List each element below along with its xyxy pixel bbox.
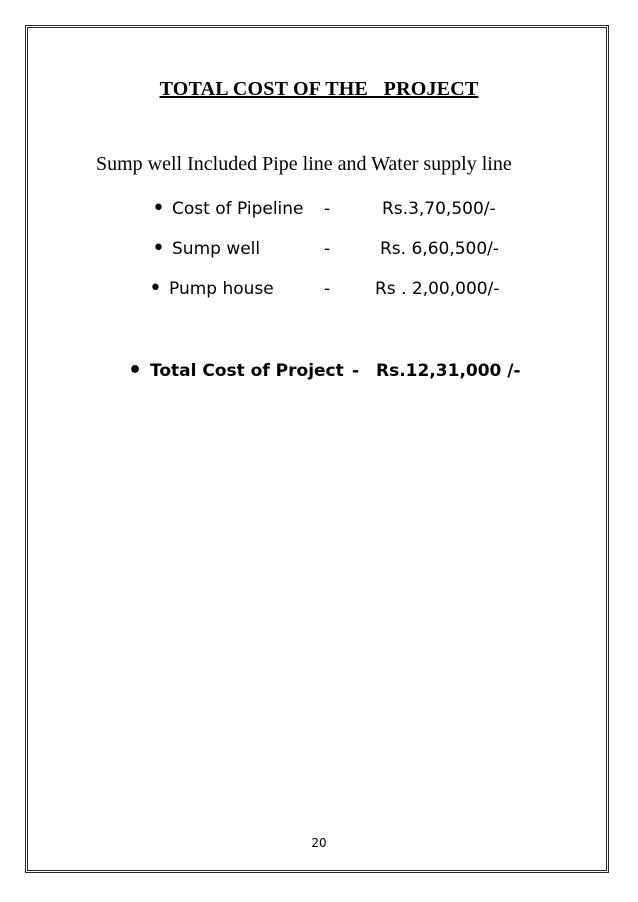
total-dash: - [352,361,360,381]
item-label: Pump house [169,279,274,299]
list-item-sump-well [152,237,532,261]
bullet-icon: • [152,236,165,261]
list-item-total [128,359,548,383]
total-value: Rs.12,31,000 /- [376,361,521,381]
list-item-pump-house [149,277,529,301]
item-dash: - [324,279,331,299]
page-title: TOTAL COST OF THE PROJECT [159,78,479,100]
list-item-pipeline [152,197,532,221]
item-label: Cost of Pipeline [172,199,304,219]
bullet-icon: • [152,196,165,221]
item-value: Rs . 2,00,000/- [375,279,500,299]
page-number: 20 [311,836,327,850]
bullet-icon: • [128,358,143,383]
subtitle: Sump well Included Pipe line and Water supply line [96,153,512,175]
total-label: Total Cost of Project [150,361,344,381]
item-dash: - [324,199,331,219]
item-dash: - [324,239,331,259]
item-value: Rs.3,70,500/- [382,199,496,219]
item-label: Sump well [172,239,261,259]
bullet-icon: • [149,276,162,301]
item-value: Rs. 6,60,500/- [380,239,500,259]
